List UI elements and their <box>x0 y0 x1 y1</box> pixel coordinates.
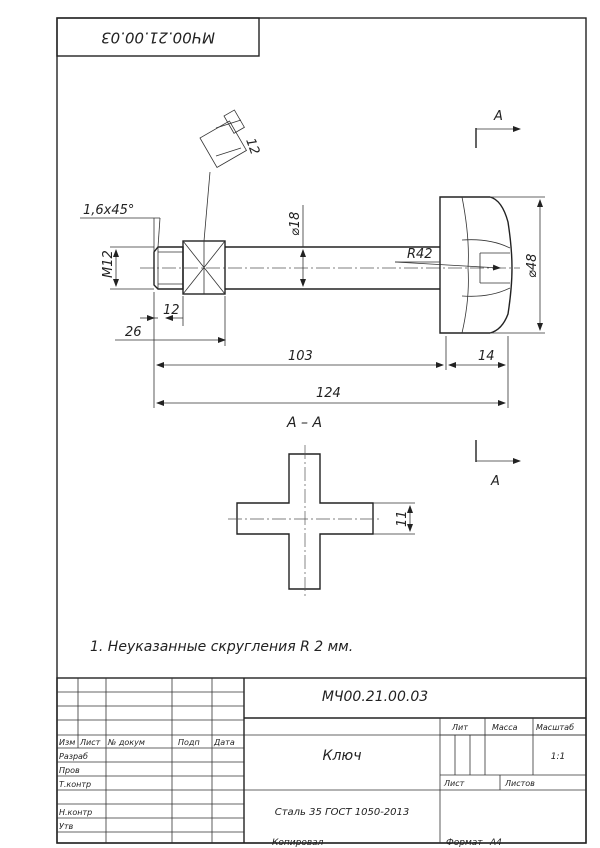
rotated-stamp <box>57 18 259 56</box>
section-letter-top: А <box>494 109 503 124</box>
dim-len-14: 14 <box>478 349 495 364</box>
tb-sheets: Листов <box>505 779 535 788</box>
dim-chamfer: 1,6x45° <box>83 203 135 218</box>
tb-scale-value: 1:1 <box>550 752 566 762</box>
technical-note: 1. Неуказанные скругления R 2 мм. <box>90 639 354 655</box>
tb-lit: Лит <box>452 723 468 732</box>
rotated-stamp-text: МЧ00.21.00.03 <box>101 28 215 47</box>
tb-material: Сталь 35 ГОСТ 1050-2013 <box>274 807 410 818</box>
dim-len-124: 124 <box>316 386 341 401</box>
tb-col-sign: Подп <box>178 738 200 747</box>
section-title: А – А <box>287 415 323 431</box>
title-block <box>57 678 586 843</box>
tb-row-razrab: Разраб <box>59 752 88 761</box>
tb-name: Ключ <box>322 748 362 764</box>
dim-square-size: 12 <box>242 136 262 157</box>
tb-copied: Копировал <box>272 838 324 848</box>
tb-col-izm: Изм <box>59 738 76 747</box>
main-view <box>80 109 545 489</box>
dim-cross-width: 11 <box>395 510 410 527</box>
tb-row-utv: Утв <box>59 822 74 831</box>
tb-mass: Масса <box>492 723 518 732</box>
dim-len-12: 12 <box>163 303 180 318</box>
dim-len-103: 103 <box>288 349 313 364</box>
section-letter-bottom: А <box>491 474 500 489</box>
tb-format-value: А4 <box>490 838 502 848</box>
tb-row-prov: Пров <box>59 766 80 775</box>
square-callout <box>200 110 262 241</box>
tb-row-tkontr: Т.контр <box>59 780 92 789</box>
tb-format: Формат <box>446 838 483 848</box>
dim-head-radius: R42 <box>407 247 433 262</box>
tb-col-doc: № докум <box>108 738 145 747</box>
dim-shaft-dia: ⌀18 <box>288 211 303 236</box>
dim-len-26: 26 <box>125 325 142 340</box>
dim-thread: M12 <box>101 250 116 278</box>
tb-row-nkontr: Н.контр <box>59 808 93 817</box>
dim-head-dia: ⌀48 <box>525 253 540 278</box>
tb-designation: МЧ00.21.00.03 <box>321 689 429 705</box>
section-view <box>228 415 415 598</box>
tb-col-list: Лист <box>80 738 101 747</box>
tb-scale: Масштаб <box>536 723 575 732</box>
tb-col-date: Дата <box>214 738 235 747</box>
tb-sheet: Лист <box>444 779 465 788</box>
